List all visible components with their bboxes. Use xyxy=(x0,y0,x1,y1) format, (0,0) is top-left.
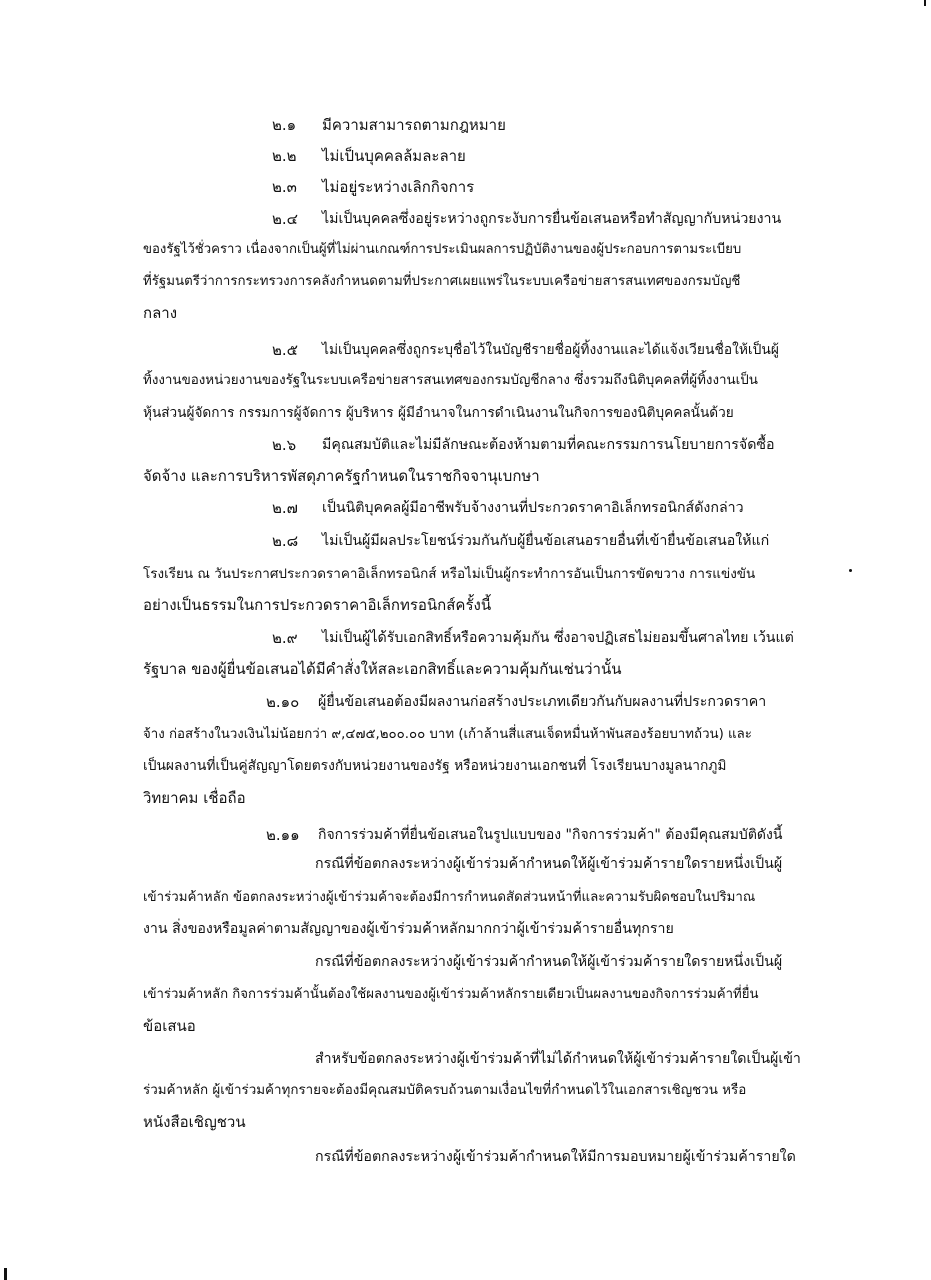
item-number: ๒.๘ xyxy=(272,532,299,550)
item-continuation: ของรัฐไว้ชั่วคราว เนื่องจากเป็นผู้ที่ไม่ผ่านเกณฑ์การประเมินผลการปฏิบัติงานของผู้ประกอบการตามระเบียบ xyxy=(143,242,742,257)
item-continuation: อย่างเป็นธรรมในการประกวดราคาอิเล็กทรอนิกส์ครั้งนี้ xyxy=(143,596,492,614)
scan-mark-top-right xyxy=(924,0,926,6)
item-text: ไม่เป็นบุคคลล้มละลาย xyxy=(322,147,466,165)
item-continuation: ที่รัฐมนตรีว่าการกระทรวงการคลังกำหนดตามที่ประกาศเผยแพร่ในระบบเครือข่ายสารสนเทศของกรมบัญชี xyxy=(143,274,741,289)
item-continuation: ทิ้งงานของหน่วยงานของรัฐในระบบเครือข่ายสารสนเทศของกรมบัญชีกลาง ซึ่งรวมถึงนิติบุคคลที่ผู้ทิ้งงานเป็น xyxy=(143,373,758,388)
item-continuation: เป็นผลงานที่เป็นคู่สัญญาโดยตรงกับหน่วยงานของรัฐ หรือหน่วยงานเอกชนที่ โรงเรียนบางมูลนากภูมิ xyxy=(143,758,727,774)
paragraph-first-line: กรณีที่ข้อตกลงระหว่างผู้เข้าร่วมค้ากำหนดให้ผู้เข้าร่วมค้ารายใดรายหนึ่งเป็นผู้ xyxy=(315,856,783,872)
item-number: ๒.๓ xyxy=(272,178,297,196)
paragraph-continuation: เข้าร่วมค้าหลัก ข้อตกลงระหว่างผู้เข้าร่วมค้าจะต้องมีการกำหนดสัดส่วนหน้าที่และความรับผิดชอบในปริมาณ xyxy=(143,890,756,905)
item-text: เป็นนิติบุคคลผู้มีอาชีพรับจ้างงานที่ประกวดราคาอิเล็กทรอนิกส์ดังกล่าว xyxy=(322,500,744,516)
item-text: ไม่เป็นผู้ได้รับเอกสิทธิ์หรือความคุ้มกัน ซึ่งอาจปฏิเสธไม่ยอมขึ้นศาลไทย เว้นแต่ xyxy=(322,630,794,646)
paragraph-first-line: สำหรับข้อตกลงระหว่างผู้เข้าร่วมค้าที่ไม่ได้กำหนดให้ผู้เข้าร่วมค้ารายใดเป็นผู้เข้า xyxy=(315,1051,801,1067)
item-continuation: รัฐบาล ของผู้ยื่นข้อเสนอได้มีคำสั่งให้สละเอกสิทธิ์และความคุ้มกันเช่นว่านั้น xyxy=(143,660,622,678)
paragraph-continuation: ข้อเสนอ xyxy=(143,1017,196,1035)
item-text: ไม่เป็นผู้มีผลประโยชน์ร่วมกันกับผู้ยื่นข้อเสนอรายอื่นที่เข้ายื่นข้อเสนอให้แก่ xyxy=(322,533,770,549)
paragraph-first-line: กรณีที่ข้อตกลงระหว่างผู้เข้าร่วมค้ากำหนดให้มีการมอบหมายผู้เข้าร่วมค้ารายใด xyxy=(315,1149,796,1165)
paragraph-continuation: เข้าร่วมค้าหลัก กิจการร่วมค้านั้นต้องใช้ผลงานของผู้เข้าร่วมค้าหลักรายเดียวเป็นผลงานของกิจการร่วมค้าที่ยื่น xyxy=(143,987,759,1002)
item-continuation: จัดจ้าง และการบริหารพัสดุภาครัฐกำหนดในราชกิจจานุเบกษา xyxy=(143,467,540,485)
item-text: กิจการร่วมค้าที่ยื่นข้อเสนอในรูปแบบของ "กิจการร่วมค้า" ต้องมีคุณสมบัติดังนี้ xyxy=(318,827,783,843)
paragraph-continuation: ร่วมค้าหลัก ผู้เข้าร่วมค้าทุกรายจะต้องมีคุณสมบัติครบถ้วนตามเงื่อนไขที่กำหนดไว้ในเอกสารเชิญชวน หรือ xyxy=(143,1083,747,1098)
item-text: ไม่เป็นบุคคลซึ่งอยู่ระหว่างถูกระงับการยื่นข้อเสนอหรือทำสัญญากับหน่วยงาน xyxy=(322,211,782,227)
item-number: ๒.๑๐ xyxy=(266,693,300,711)
item-continuation: หุ้นส่วนผู้จัดการ กรรมการผู้จัดการ ผู้บริหาร ผู้มีอำนาจในการดำเนินงานในกิจการของนิติบุคคลนั้นด้วย xyxy=(143,405,734,421)
item-number: ๒.๑๑ xyxy=(266,826,300,844)
paragraph-first-line: กรณีที่ข้อตกลงระหว่างผู้เข้าร่วมค้ากำหนดให้ผู้เข้าร่วมค้ารายใดรายหนึ่งเป็นผู้ xyxy=(315,954,783,970)
item-continuation: วิทยาคม เชื่อถือ xyxy=(143,789,246,807)
paragraph-continuation: หนังสือเชิญชวน xyxy=(143,1113,246,1131)
item-text: ผู้ยื่นข้อเสนอต้องมีผลงานก่อสร้างประเภทเดียวกันกับผลงานที่ประกวดราคา xyxy=(318,694,767,710)
item-continuation: กลาง xyxy=(143,304,178,322)
item-text: ไม่เป็นบุคคลซึ่งถูกระบุชื่อไว้ในบัญชีรายชื่อผู้ทิ้งงานและได้แจ้งเวียนชื่อให้เป็นผู้ xyxy=(322,342,779,358)
item-number: ๒.๕ xyxy=(272,341,299,359)
item-number: ๒.๙ xyxy=(272,629,298,647)
item-number: ๒.๔ xyxy=(272,210,299,228)
scan-dot-right xyxy=(849,569,852,572)
item-text: มีความสามารถตามกฎหมาย xyxy=(322,116,506,134)
item-number: ๒.๒ xyxy=(272,147,297,165)
scan-mark-bottom-left xyxy=(4,1268,7,1280)
item-text: ไม่อยู่ระหว่างเลิกกิจการ xyxy=(322,178,475,196)
item-continuation: โรงเรียน ณ วันประกาศประกวดราคาอิเล็กทรอนิกส์ หรือไม่เป็นผู้กระทำการอันเป็นการขัดขวาง การแข่งขัน xyxy=(143,566,756,582)
paragraph-continuation: งาน สิ่งของหรือมูลค่าตามสัญญาของผู้เข้าร่วมค้าหลักมากกว่าผู้เข้าร่วมค้ารายอื่นทุกราย xyxy=(143,921,674,937)
item-text: มีคุณสมบัติและไม่มีลักษณะต้องห้ามตามที่คณะกรรมการนโยบายการจัดซื้อ xyxy=(322,437,775,453)
item-number: ๒.๑ xyxy=(272,116,297,134)
item-number: ๒.๗ xyxy=(272,499,298,517)
item-continuation: จ้าง ก่อสร้างในวงเงินไม่น้อยกว่า ๙,๔๗๕,๒๐๐.๐๐ บาท (เก้าล้านสี่แสนเจ็ดหมื่นห้าพันสองร้อยบาทถ้วน) และ xyxy=(143,727,752,742)
item-number: ๒.๖ xyxy=(272,436,297,454)
